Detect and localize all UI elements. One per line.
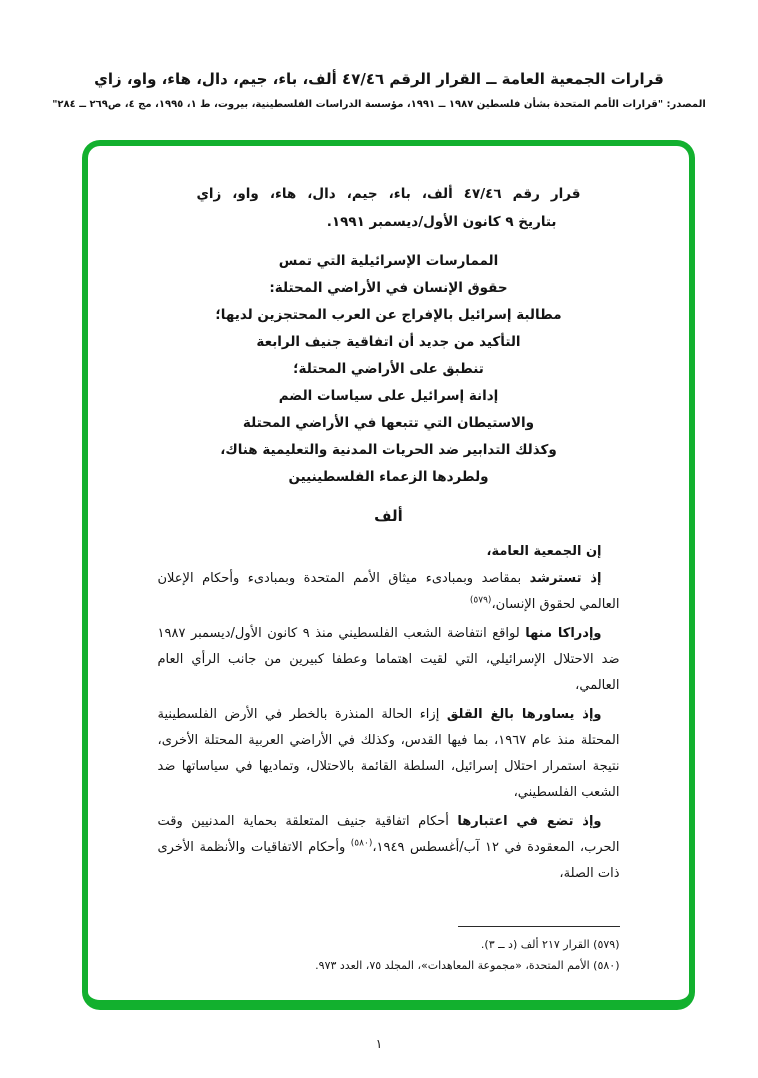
- preamble-paragraph: [158, 566, 620, 618]
- title-line: ولطردها الزعماء الفلسطينيين: [288, 469, 489, 485]
- paragraph-lead: وإذ تضع في اعتبارها: [457, 814, 602, 829]
- title-line: والاستيطان التي تتبعها في الأراضي المحتلة: [242, 415, 535, 431]
- paragraph-text-after: وأحكام الاتفاقيات والأنظمة الأخرى ذات الصلة،: [157, 840, 620, 881]
- title-line: التأكيد من جديد أن اتفاقية جنيف الرابعة: [256, 334, 521, 350]
- preamble: [158, 539, 620, 887]
- paragraph-lead: وإدراكا منها: [525, 626, 602, 641]
- paragraph-lead: وإذ يساورها بالغ القلق: [446, 707, 602, 722]
- footnote-reference: (٥٨٠): [350, 838, 373, 849]
- preamble-paragraph: [158, 621, 620, 699]
- resolution-content-column: [158, 248, 620, 887]
- title-line: وكذلك التدابير ضد الحريات المدنية والتعليمية هناك،: [220, 442, 557, 458]
- footnotes-column: [158, 926, 620, 976]
- header-source-line: المصدر: "قرارات الأمم المتحدة بشأن فلسطين ١٩٨٧ ــ ١٩٩١، مؤسسة الدراسات الفلسطينية، بيروت، ط ١، ١٩٩٥، مج ٤، ص٢٦٩ ــ ٢٨٤": [52, 99, 706, 110]
- footnote: (٥٨٠) الأمم المتحدة، «مجموعة المعاهدات»، المجلد ٧٥، العدد ٩٧٣.: [315, 959, 620, 972]
- title-line: إدانة إسرائيل على سياسات الضم: [278, 388, 499, 404]
- paragraph-text: أحكام اتفاقية جنيف المتعلقة بحماية المدنيين وقت الحرب، المعقودة في ١٢ آب/أغسطس ١٩٤٩،: [157, 814, 620, 855]
- footnote: (٥٧٩) القرار ٢١٧ ألف (د ــ ٣).: [480, 938, 620, 951]
- resolution-box-inner: [88, 146, 689, 1000]
- section-letter-alef: ألف: [374, 507, 403, 525]
- title-line: حقوق الإنسان في الأراضي المحتلة:: [269, 280, 508, 296]
- preamble-opener: إن الجمعية العامة،: [486, 544, 602, 559]
- preamble-paragraph: [158, 702, 620, 806]
- page-header: [0, 70, 758, 110]
- title-line: الممارسات الإسرائيلية التي تمس: [278, 253, 499, 269]
- footnotes-section: [88, 926, 689, 976]
- paragraph-text: بمقاصد وبمبادىء ميثاق الأمم المتحدة وبمبادىء وأحكام الإعلان العالمي لحقوق الإنسان،: [157, 571, 620, 612]
- resolution-intro: [197, 180, 581, 236]
- paragraph-lead: إذ تسترشد: [529, 571, 602, 586]
- resolution-date-line: بتاريخ ٩ كانون الأول/ديسمبر ١٩٩١.: [326, 214, 557, 230]
- resolution-number-line: قرار رقم ٤٧/٤٦ ألف، باء، جيم، دال، هاء، واو، زاي: [196, 186, 581, 202]
- preamble-paragraph: [158, 809, 620, 887]
- resolution-title-block: [158, 248, 620, 491]
- title-line: تنطبق على الأراضي المحتلة؛: [293, 361, 484, 377]
- paragraph-text: لواقع انتفاضة الشعب الفلسطيني منذ ٩ كانون الأول/ديسمبر ١٩٨٧ ضد الاحتلال الإسرائيلي، التي لقيت اهتماما وعطفا كبيرين من جانب الرأي العام العالمي،: [157, 626, 620, 693]
- page-number: ١: [375, 1036, 383, 1051]
- footnote-reference: (٥٧٩): [469, 595, 492, 606]
- title-line: مطالبة إسرائيل بالإفراج عن العرب المحتجزين لديها؛: [215, 307, 562, 323]
- header-title: قرارات الجمعية العامة ــ القرار الرقم ٤٧/٤٦ ألف، باء، جيم، دال، هاء، واو، زاي: [94, 70, 664, 88]
- footnote-separator-rule: [458, 926, 620, 927]
- paragraph-text: إزاء الحالة المنذرة بالخطر في الأرض الفلسطينية المحتلة منذ عام ١٩٦٧، بما فيها القدس، وكذلك في الأراضي العربية المحتلة الأخرى، نتيجة استمرار احتلال إسرائيل، السلطة القائمة بالاحتلال، وتماديها في سياساتها ضد الشعب الفلسطيني،: [157, 707, 620, 800]
- resolution-border-box: [82, 140, 695, 1010]
